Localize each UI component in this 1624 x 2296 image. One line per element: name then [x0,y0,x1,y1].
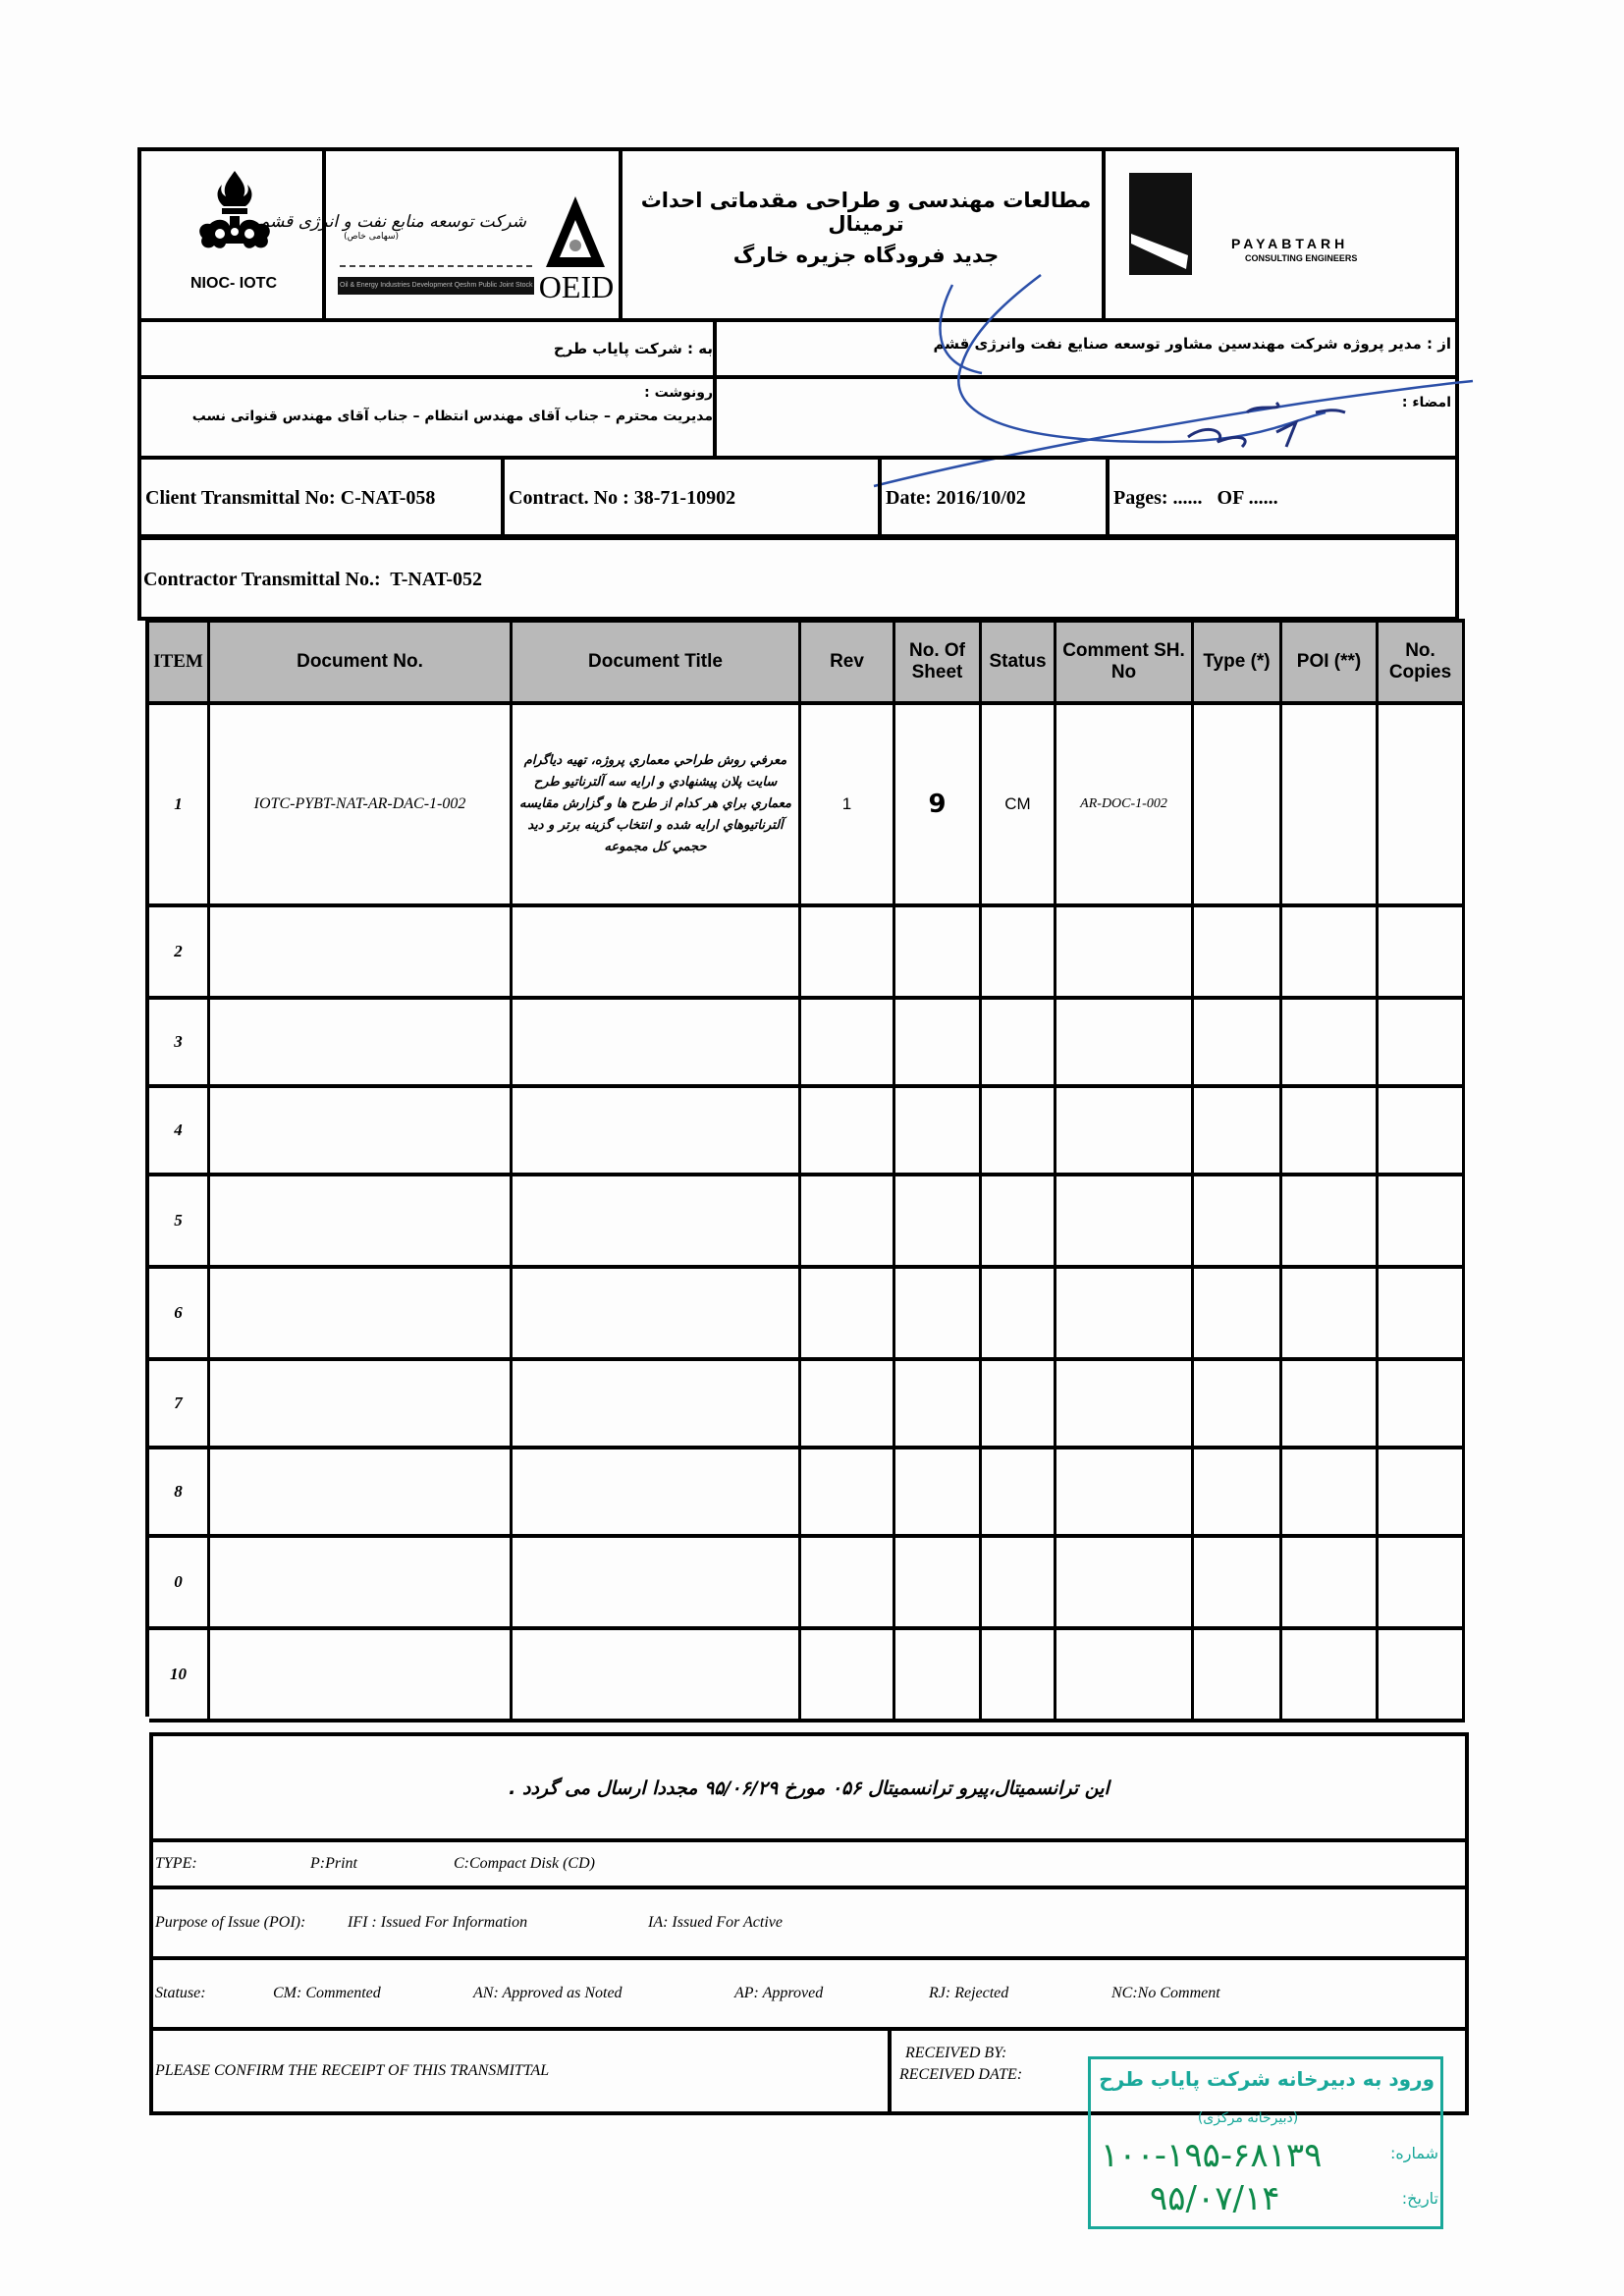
table-row [149,1630,1465,1722]
cell-comment-sh [1056,1269,1194,1361]
cell-status [982,1088,1056,1176]
cell-sheets [895,1269,982,1361]
cell-status [982,1000,1056,1088]
cell-status [982,907,1056,1000]
table-row [149,1361,1465,1449]
oeid-triangle-icon [544,194,607,269]
column-header-type: Type (*) [1194,623,1282,705]
cell-item: 3 [149,1000,210,1088]
project-title-line1: مطالعات مهندسی و طراحی مقدماتی احداث ترمینال [640,189,1092,236]
cell-doc-no [210,1630,513,1722]
cell-doc-no [210,907,513,1000]
cell-poi [1282,1449,1379,1538]
cell-type [1194,1269,1282,1361]
cell-status [982,1630,1056,1722]
cell-sheets: 9 [895,705,982,907]
cell-type [1194,1630,1282,1722]
table-row [149,705,1465,907]
cell-type [1194,1361,1282,1449]
cell-doc-no [210,1176,513,1269]
column-header-document-no: Document No. [210,623,513,705]
payabtarh-logo-icon [1129,173,1192,275]
table-body [149,705,1465,1717]
cell-item: 6 [149,1269,210,1361]
table-header-row [149,623,1465,705]
oeid-logo-banner: Oil & Energy Industries Development Qeshm Public Joint Stock [338,277,534,295]
column-header-status: Status [982,623,1056,705]
cell-title [513,1538,801,1630]
oeid-logo-cell [258,151,623,318]
cell-type [1194,705,1282,907]
cell-type [1194,1538,1282,1630]
cell-type [1194,1088,1282,1176]
cell-item: 1 [149,705,210,907]
cell-comment-sh: AR-DOC-1-002 [1056,705,1194,907]
cell-item: 2 [149,907,210,1000]
footer-note: این ترانسمیتال،پیرو ترانسمیتال ۰۵۶ مورخ ۹۵/۰۶/۲۹ مجددا ارسال می گردد . [509,1777,1110,1799]
signature-label: امضاء : [1401,395,1451,410]
cell-type [1194,1000,1282,1088]
cell-rev [801,1361,895,1449]
received-by: RECEIVED BY: [905,2045,1007,2061]
cell-status [982,1176,1056,1269]
cell-sheets [895,1176,982,1269]
cell-doc-no [210,1088,513,1176]
column-header-rev: Rev [801,623,895,705]
cell-copies [1379,1176,1465,1269]
table-row [149,1449,1465,1538]
cell-sheets [895,1000,982,1088]
to-recipient: به : شرکت پایاب طرح [553,340,713,357]
contractor-transmittal-no: Contractor Transmittal No.: T-NAT-052 [143,568,482,590]
cell-copies [1379,1630,1465,1722]
cell-doc-no [210,1000,513,1088]
cell-copies [1379,1269,1465,1361]
nioc-logo-cell [141,151,326,318]
received-stamp [1088,2056,1443,2229]
status-an: AN: Approved as Noted [473,1985,623,2001]
column-header-item: ITEM [149,623,210,705]
cell-title [513,1176,801,1269]
cell-status [982,1449,1056,1538]
cell-item: 10 [149,1630,210,1722]
cc-label: رونوشت : [644,385,713,401]
cell-comment-sh [1056,1176,1194,1269]
cell-rev [801,1630,895,1722]
stamp-number-label: شماره: [1389,2144,1438,2162]
cell-copies [1379,1000,1465,1088]
cell-poi [1282,1269,1379,1361]
oeid-logo-persian: شرکت توسعه منابع نفت و انرژی قشم [258,212,526,232]
cell-item: 4 [149,1088,210,1176]
stamp-title: ورود به دبیرخانه شرکت پایاب طرح [1099,2067,1435,2091]
cell-sheets [895,1361,982,1449]
cell-copies [1379,1538,1465,1630]
cell-type [1194,907,1282,1000]
cell-title [513,1449,801,1538]
cell-rev [801,907,895,1000]
cell-title [513,1088,801,1176]
cell-title [513,907,801,1000]
cell-comment-sh [1056,1000,1194,1088]
nioc-logo-icon [192,167,277,255]
payabtarh-logo-sub: CONSULTING ENGINEERS [1245,253,1358,263]
cc-cell [141,379,717,456]
cell-type [1194,1449,1282,1538]
type-label: TYPE: [155,1855,197,1872]
column-header-no-of-sheet: No. Of Sheet [895,623,982,705]
nioc-logo-label: NIOC- IOTC [190,275,277,292]
cell-comment-sh [1056,1088,1194,1176]
cell-status [982,1269,1056,1361]
cell-doc-no [210,1538,513,1630]
oeid-logo-label: OEID [538,269,615,304]
cell-sheets [895,1449,982,1538]
cell-sheets [895,1088,982,1176]
cell-copies [1379,1361,1465,1449]
cell-type [1194,1176,1282,1269]
type-cd: C:Compact Disk (CD) [454,1855,595,1872]
cell-doc-no [210,1269,513,1361]
cell-status [982,1361,1056,1449]
cell-doc-no [210,1361,513,1449]
cell-poi [1282,705,1379,907]
document-table [145,619,1465,1717]
stamp-date-value: ۹۵/۰۷/۱۴ [1150,2179,1280,2218]
cell-comment-sh [1056,1538,1194,1630]
table-row [149,1538,1465,1630]
cell-doc-no: IOTC-PYBT-NAT-AR-DAC-1-002 [210,705,513,907]
cell-comment-sh [1056,1630,1194,1722]
cell-sheets [895,1538,982,1630]
cell-title [513,1000,801,1088]
project-title-line2: جدید فرودگاه جزیره خارگ [732,244,1000,267]
column-header-comment-sh-no: Comment SH. No [1056,623,1194,705]
column-header-document-title: Document Title [513,623,801,705]
cell-rev [801,1538,895,1630]
cell-rev [801,1000,895,1088]
client-transmittal-no: Client Transmittal No: C-NAT-058 [143,460,505,536]
status-label: Statuse: [155,1985,206,2001]
status-rj: RJ: Rejected [929,1985,1009,2001]
pages-count: Pages: ...... OF ...... [1113,486,1278,509]
cell-sheets [895,1630,982,1722]
poi-ifi: IFI : Issued For Information [348,1914,528,1931]
table-row [149,1269,1465,1361]
cell-item: 5 [149,1176,210,1269]
cell-sheets [895,907,982,1000]
payabtarh-logo-name: PAYABTARH [1231,236,1349,251]
cell-rev [801,1449,895,1538]
status-cm: CM: Commented [273,1985,381,2001]
from-sender: از : مدیر پروژه شرکت مهندسین مشاور توسعه صنایع نفت وانرژی قشم [933,335,1451,353]
poi-label: Purpose of Issue (POI): [155,1914,306,1931]
cell-poi [1282,1538,1379,1630]
stamp-number-value: ۱۰۰-۱۹۵-۶۸۱۳۹ [1101,2136,1323,2175]
status-ap: AP: Approved [734,1985,824,2001]
type-print: P:Print [310,1855,357,1872]
cell-poi [1282,1630,1379,1722]
cell-status [982,1538,1056,1630]
confirm-receipt: PLEASE CONFIRM THE RECEIPT OF THIS TRANSMITTAL [155,2031,892,2111]
cell-rev: 1 [801,705,895,907]
cell-comment-sh [1056,1361,1194,1449]
column-header-poi: POI (**) [1282,623,1379,705]
status-nc: NC:No Comment [1111,1985,1220,2001]
cell-doc-no [210,1449,513,1538]
cell-title [513,1630,801,1722]
stamp-date-label: تاریخ: [1401,2189,1438,2208]
cell-comment-sh [1056,1449,1194,1538]
cell-poi [1282,907,1379,1000]
cell-poi [1282,1000,1379,1088]
transmittal-date: Date: 2016/10/02 [882,460,1110,536]
oeid-logo-persian-sub: (سهامی خاص) [344,232,399,242]
contract-no: Contract. No : 38-71-10902 [505,460,882,536]
to-cell [141,322,717,375]
cell-item: 0 [149,1538,210,1630]
stamp-subtitle: (دبیرخانه مرکزی) [1197,2110,1299,2126]
cell-rev [801,1088,895,1176]
cell-item: 7 [149,1361,210,1449]
cell-item: 8 [149,1449,210,1538]
cell-poi [1282,1176,1379,1269]
cell-copies [1379,1088,1465,1176]
received-date: RECEIVED DATE: [899,2066,1023,2083]
cell-poi [1282,1361,1379,1449]
cell-title: معرفي روش طراحي معماري پروژه، تهيه دياگرام سايت پلان پيشنهادي و ارايه سه آلترناتيو طرح معماري براي هر كدام از طرح ها و گزارش مقايسه آلترناتيوهاي ارايه شده و انتخاب گزينه برتر و ديد حجمي كل مجموعه [513,705,801,907]
table-row [149,1176,1465,1269]
cell-rev [801,1176,895,1269]
table-row [149,1000,1465,1088]
cell-title [513,1269,801,1361]
cell-copies [1379,1449,1465,1538]
cell-title [513,1361,801,1449]
cell-poi [1282,1088,1379,1176]
poi-ia: IA: Issued For Active [648,1914,783,1931]
cell-comment-sh [1056,907,1194,1000]
column-header-no-copies: No. Copies [1379,623,1465,705]
oeid-logo-divider [340,265,532,267]
cell-copies [1379,705,1465,907]
cell-status: CM [982,705,1056,907]
cc-recipients: مدیریت محترم – جناب آقای مهندس انتظام – جناب آقای مهندس قنواتی نسب [191,409,713,424]
cell-copies [1379,907,1465,1000]
cell-rev [801,1269,895,1361]
table-row [149,1088,1465,1176]
table-row [149,907,1465,1000]
